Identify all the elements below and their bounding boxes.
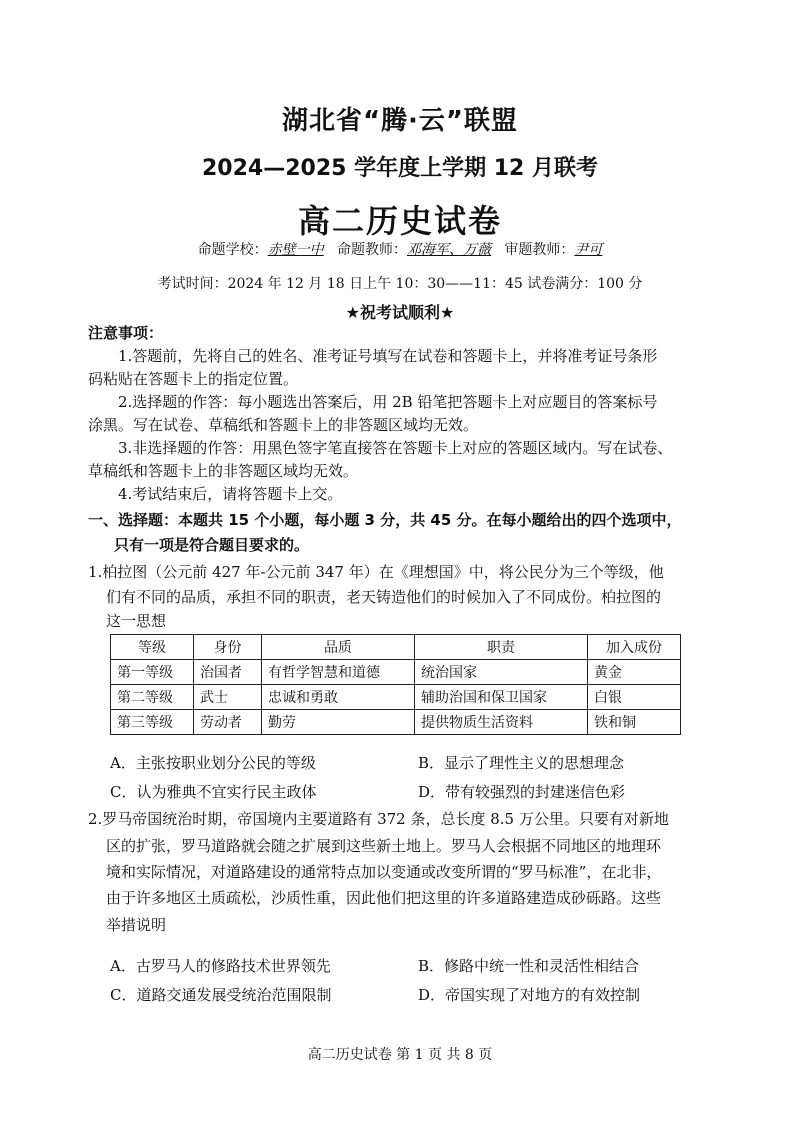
- table-header: 职责: [415, 635, 588, 660]
- page-footer: 高二历史试卷 第 1 页 共 8 页: [307, 1047, 493, 1063]
- notice-line: 涂黑。写在试卷、草稿纸和答题卡上的非答题区域均无效。: [88, 416, 479, 434]
- q1-option-a: A．主张按职业划分公民的等级: [110, 754, 316, 772]
- q2-option-a: A．古罗马人的修路技术世界领先: [110, 957, 331, 975]
- q1-stem: 们有不同的品质，承担不同的职责，老天铸造他们的时候加入了不同成份。柏拉图的: [106, 588, 662, 606]
- q2-option-c: C．道路交通发展受统治范围限制: [110, 986, 332, 1004]
- table-header: 加入成份: [588, 635, 681, 660]
- table-cell: 第一等级: [111, 660, 194, 685]
- table-cell: 忠诚和勇敢: [262, 685, 415, 710]
- table-cell: 武士: [194, 685, 262, 710]
- q2-option-b: B．修路中统一性和灵活性相结合: [418, 957, 640, 975]
- exam-time-info: 考试时间：2024 年 12 月 18 日上午 10：30——11：45 试卷满分：100 分: [157, 276, 643, 292]
- q1-option-c: C．认为雅典不宜实行民主政体: [110, 783, 317, 801]
- q2-stem: 由于许多地区土质疏松，沙质性重，因此他们把这里的许多道路建造成砂砾路。这些: [106, 889, 662, 907]
- table-row: [111, 710, 681, 735]
- table-cell: 勤劳: [262, 710, 415, 735]
- teacher-names: 邓海军、万薇: [407, 242, 491, 258]
- table-header-row: [111, 635, 681, 660]
- table-header: 品质: [262, 635, 415, 660]
- q2-stem: 境和实际情况，对道路建设的通常特点加以变通或改变所谓的“罗马标准”，在北非，: [106, 863, 662, 881]
- q1-option-d: D．带有较强烈的封建迷信色彩: [418, 783, 626, 801]
- table-header: 等级: [111, 635, 194, 660]
- notice-line: 码粘贴在答题卡上的指定位置。: [88, 370, 299, 388]
- table-row: [111, 660, 681, 685]
- q2-stem: 区的扩张，罗马道路就会随之扩展到这些新土地上。罗马人会根据不同地区的地理环: [106, 837, 662, 855]
- table-header: 身份: [194, 635, 262, 660]
- school-name: 赤壁一中: [267, 242, 324, 258]
- table-cell: 辅助治国和保卫国家: [415, 685, 588, 710]
- notice-line: 3.非选择题的作答：用黑色签字笔直接答在答题卡上对应的答题区域内。写在试卷、: [118, 439, 673, 457]
- q1-stem: 这一思想: [106, 612, 167, 630]
- notice-line: 1.答题前，先将自己的姓名、准考证号填写在试卷和答题卡上，并将准考证号条形: [118, 347, 658, 365]
- alliance-title: 湖北省“腾·云”联盟: [281, 106, 519, 136]
- table-cell: 铁和铜: [588, 710, 681, 735]
- table-cell: 统治国家: [415, 660, 588, 685]
- subject-title: 高二历史试卷: [297, 202, 502, 240]
- class-table: [110, 634, 681, 735]
- q1-option-b: B．显示了理性主义的思想理念: [418, 754, 625, 772]
- table-cell: 治国者: [194, 660, 262, 685]
- table-row: [111, 685, 681, 710]
- notice-line: 2.选择题的作答：每小题选出答案后，用 2B 铅笔把答题卡上对应题目的答案标号: [118, 393, 658, 411]
- table-cell: 劳动者: [194, 710, 262, 735]
- table-cell: 第三等级: [111, 710, 194, 735]
- q2-option-d: D．帝国实现了对地方的有效控制: [418, 986, 641, 1004]
- q2-stem: 举措说明: [106, 916, 167, 934]
- notice-line: 4.考试结束后，请将答题卡上交。: [118, 485, 343, 503]
- author-line: 命题学校：赤壁一中 命题教师：邓海军、万薇 审题教师：尹可: [197, 242, 603, 258]
- reviewer-name: 尹可: [574, 242, 603, 258]
- table-cell: 提供物质生活资料: [415, 710, 588, 735]
- table-cell: 白银: [588, 685, 681, 710]
- q2-stem: 2.罗马帝国统治时期，帝国境内主要道路有 372 条，总长度 8.5 万公里。只要有对新地: [88, 810, 669, 828]
- section-heading: 一、选择题：本题共 15 个小题，每小题 3 分，共 45 分。在每小题给出的四个选项中，: [88, 511, 682, 529]
- notice-line: 草稿纸和答题卡上的非答题区域均无效。: [88, 462, 359, 480]
- exam-title: 2024—2025 学年度上学期 12 月联考: [201, 156, 599, 181]
- notice-title: 注意事项：: [88, 324, 164, 342]
- q1-stem: 1.柏拉图（公元前 427 年-公元前 347 年）在《理想国》中，将公民分为三个等级，他: [88, 563, 664, 581]
- good-luck-line: ★祝考试顺利★: [345, 303, 455, 322]
- table-cell: 第二等级: [111, 685, 194, 710]
- table-cell: 黄金: [588, 660, 681, 685]
- section-heading-cont: 只有一项是符合题目要求的。: [114, 536, 310, 554]
- table-cell: 有哲学智慧和道德: [262, 660, 415, 685]
